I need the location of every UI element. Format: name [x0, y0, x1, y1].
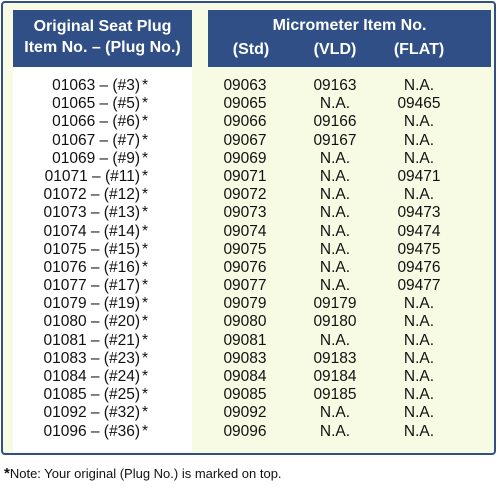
plug-marker: *: [142, 240, 149, 258]
plug-marker: *: [142, 313, 149, 331]
table-row: [0, 277, 500, 295]
plug-marker: *: [142, 404, 149, 422]
vld-cell: N.A.: [319, 404, 351, 422]
std-cell: 09081: [223, 331, 267, 349]
vld-cell: N.A.: [319, 149, 351, 167]
plug-cell: 01092 – (#32): [43, 404, 140, 422]
plug-cell: 01073 – (#13): [43, 204, 140, 222]
flat-cell: N.A.: [403, 186, 435, 204]
plug-cell: 01065 – (#5): [52, 95, 140, 113]
table-row: [0, 350, 500, 368]
micrometer-header-title: Micrometer Item No.: [272, 17, 427, 34]
plug-column-header: [13, 10, 192, 67]
std-cell: 09071: [223, 167, 267, 185]
std-cell: 09096: [223, 422, 267, 440]
std-cell: 09073: [223, 204, 267, 222]
plug-cell: 01080 – (#20): [43, 313, 140, 331]
vld-cell: 09180: [313, 313, 357, 331]
plug-cell: 01063 – (#3): [52, 77, 140, 94]
plug-header-line-1: Original Seat Plug: [33, 18, 172, 35]
flat-cell: N.A.: [403, 149, 435, 167]
std-cell: 09066: [223, 113, 267, 131]
plug-marker: *: [142, 331, 149, 349]
plug-marker: *: [142, 77, 149, 94]
table-row: [0, 186, 500, 204]
plug-marker: *: [142, 277, 149, 295]
footnote-text: Note: Your original (Plug No.) is marked on top.: [9, 466, 282, 481]
std-cell: 09076: [223, 258, 267, 276]
table-body: [0, 77, 500, 441]
plug-marker: *: [142, 368, 149, 385]
table-row: [0, 313, 500, 331]
vld-cell: N.A.: [319, 204, 351, 222]
plug-marker: *: [142, 131, 149, 149]
plug-cell: 01077 – (#17): [43, 277, 140, 295]
flat-cell: N.A.: [403, 77, 435, 94]
table-row: [0, 223, 500, 241]
vld-cell: 09184: [313, 368, 357, 385]
plug-cell: 01085 – (#25): [43, 386, 140, 404]
table-row: [0, 95, 500, 113]
vld-cell: N.A.: [319, 258, 351, 276]
std-cell: 09080: [223, 313, 267, 331]
vld-cell: N.A.: [319, 167, 351, 185]
table-row: [0, 295, 500, 313]
footnote-asterisk: *: [4, 465, 10, 482]
std-cell: 09074: [223, 222, 267, 240]
flat-cell: N.A.: [403, 368, 435, 385]
std-cell: 09083: [223, 349, 267, 367]
flat-cell: N.A.: [403, 331, 435, 349]
table-row: [0, 168, 500, 186]
table-row: [0, 77, 500, 95]
vld-cell: N.A.: [319, 240, 351, 258]
plug-marker: *: [142, 95, 149, 113]
table-row: [0, 386, 500, 404]
flat-cell: N.A.: [403, 349, 435, 367]
plug-marker: *: [142, 386, 149, 404]
vld-cell: 09166: [313, 113, 357, 131]
vld-cell: N.A.: [319, 277, 351, 295]
flat-cell: 09473: [397, 204, 441, 222]
plug-marker: *: [142, 167, 149, 185]
flat-cell: N.A.: [403, 131, 435, 149]
flat-cell: N.A.: [403, 313, 435, 331]
flat-cell: N.A.: [403, 404, 435, 422]
plug-cell: 01071 – (#11): [44, 167, 140, 185]
plug-marker: *: [142, 204, 149, 222]
std-cell: 09075: [223, 240, 267, 258]
plug-cell: 01081 – (#21): [43, 331, 140, 349]
plug-marker: *: [142, 258, 149, 276]
std-cell: 09065: [223, 95, 267, 113]
table-row: [0, 368, 500, 386]
table-row: [0, 113, 500, 131]
std-cell: 09069: [223, 149, 267, 167]
flat-cell: 09471: [397, 167, 441, 185]
plug-cell: 01074 – (#14): [43, 222, 140, 240]
std-cell: 09072: [223, 186, 267, 204]
plug-cell: 01072 – (#12): [43, 186, 140, 204]
table-row: [0, 204, 500, 222]
flat-cell: 09474: [397, 222, 441, 240]
vld-cell: N.A.: [319, 186, 351, 204]
plug-cell: 01067 – (#7): [52, 131, 140, 149]
plug-cell: 01075 – (#15): [43, 240, 140, 258]
std-cell: 09067: [223, 131, 267, 149]
table-row: [0, 132, 500, 150]
plug-marker: *: [142, 113, 149, 131]
flat-cell: 09476: [397, 258, 441, 276]
flat-cell: N.A.: [403, 386, 435, 404]
table-row: [0, 404, 500, 422]
flat-cell: 09477: [397, 277, 441, 295]
std-cell: 09079: [223, 295, 267, 313]
std-cell: 09063: [223, 77, 267, 94]
vld-cell: 09179: [313, 295, 357, 313]
plug-cell: 01079 – (#19): [43, 295, 140, 313]
flat-cell: 09465: [397, 95, 441, 113]
plug-cell: 01066 – (#6): [52, 113, 140, 131]
vld-cell: 09183: [313, 349, 357, 367]
plug-marker: *: [142, 422, 149, 440]
std-cell: 09077: [223, 277, 267, 295]
plug-cell: 01096 – (#36): [43, 422, 140, 440]
plug-marker: *: [142, 186, 149, 204]
table-row: [0, 241, 500, 259]
micrometer-column-header: [208, 10, 491, 67]
flat-cell: N.A.: [403, 295, 435, 313]
flat-cell: N.A.: [403, 113, 435, 131]
vld-cell: 09167: [313, 131, 357, 149]
plug-cell: 01076 – (#16): [43, 258, 140, 276]
vld-cell: N.A.: [319, 95, 351, 113]
table-row: [0, 259, 500, 277]
vld-column-header: (VLD): [313, 41, 357, 58]
plug-cell: 01084 – (#24): [43, 368, 140, 385]
vld-cell: 09185: [313, 386, 357, 404]
table-row: [0, 332, 500, 350]
vld-cell: N.A.: [319, 331, 351, 349]
std-cell: 09084: [223, 368, 267, 385]
std-cell: 09092: [223, 404, 267, 422]
plug-marker: *: [142, 349, 149, 367]
footnote: [4, 465, 282, 482]
plug-marker: *: [142, 222, 149, 240]
flat-cell: N.A.: [403, 422, 435, 440]
std-cell: 09085: [223, 386, 267, 404]
plug-marker: *: [142, 149, 149, 167]
table-row: [0, 150, 500, 168]
flat-column-header: (FLAT): [393, 41, 445, 58]
plug-cell: 01083 – (#23): [43, 349, 140, 367]
plug-cell: 01069 – (#9): [52, 149, 140, 167]
std-column-header: (Std): [232, 41, 270, 58]
flat-cell: 09475: [397, 240, 441, 258]
vld-cell: N.A.: [319, 422, 351, 440]
plug-header-line-2: Item No. – (Plug No.): [24, 39, 181, 56]
table-row: [0, 423, 500, 441]
plug-marker: *: [142, 295, 149, 313]
vld-cell: 09163: [313, 77, 357, 94]
vld-cell: N.A.: [319, 222, 351, 240]
